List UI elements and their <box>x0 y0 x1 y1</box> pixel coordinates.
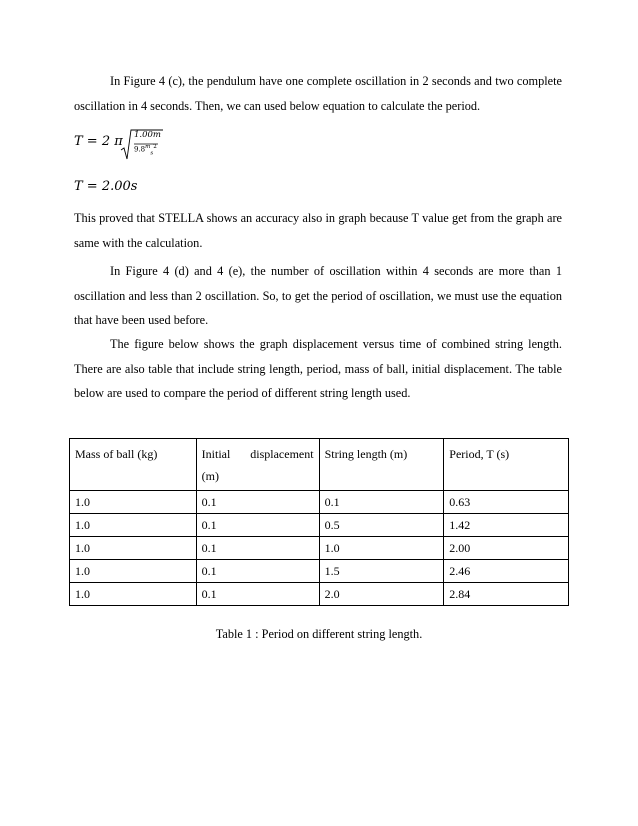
table-cell: 2.00 <box>444 537 569 560</box>
period-table <box>69 438 569 606</box>
square-root <box>120 128 164 162</box>
table-caption: Table 1 : Period on different string length. <box>215 627 423 641</box>
period-result: T = 2.00s <box>74 179 138 194</box>
table-header-row <box>70 439 569 491</box>
table-cell: 1.0 <box>70 560 197 583</box>
table-cell: 0.5 <box>319 514 444 537</box>
table-row <box>70 514 569 537</box>
table-cell: 1.0 <box>319 537 444 560</box>
header-initial-word: Initial <box>201 447 231 461</box>
table-cell: 1.0 <box>70 583 197 606</box>
paragraph-stella-accuracy: This proved that STELLA shows an accuracy also in graph because T value get from the graph are same with the calculation. <box>74 211 562 250</box>
period-equation <box>74 134 123 149</box>
table-cell: 2.46 <box>444 560 569 583</box>
table-cell: 1.42 <box>444 514 569 537</box>
header-mass: Mass of ball (kg) <box>70 439 197 491</box>
unit-exponent: 2 <box>153 144 157 150</box>
table-row <box>70 560 569 583</box>
header-period: Period, T (s) <box>444 439 569 491</box>
table-row <box>70 537 569 560</box>
fraction-numerator: 1.00m <box>134 130 161 140</box>
table-cell: 1.5 <box>319 560 444 583</box>
header-string-length: String length (m) <box>319 439 444 491</box>
table-cell: 0.1 <box>196 560 319 583</box>
fraction-denominator <box>134 144 157 156</box>
equation-lhs: T = 2 π <box>74 134 123 149</box>
table-cell: 0.1 <box>196 583 319 606</box>
table-cell: 0.63 <box>444 491 569 514</box>
denominator-value: 9.8 <box>134 145 146 154</box>
header-displacement-word: displacement <box>250 447 314 461</box>
table-cell: 2.0 <box>319 583 444 606</box>
table-cell: 1.0 <box>70 514 197 537</box>
header-initial-unit: (m) <box>201 469 219 483</box>
paragraph-figure4c: In Figure 4 (c), the pendulum have one complete oscillation in 2 seconds and two complete oscillation in 4 seconds. Then, we can used below equation to calculate the period. <box>74 74 562 113</box>
header-initial-displacement <box>196 439 319 491</box>
table-cell: 0.1 <box>196 514 319 537</box>
table-cell: 0.1 <box>196 537 319 560</box>
paragraph-figure4de: In Figure 4 (d) and 4 (e), the number of oscillation within 4 seconds are more than 1 oscillation and less than 2 oscillation. So, to get the period of oscillation, we must use the equation that have been used before. <box>74 264 562 327</box>
table-row <box>70 491 569 514</box>
paragraph-table-intro: The figure below shows the graph displacement versus time of combined string length. There are also table that include string length, period, mass of ball, initial displacement. The table below are used to compare the period of different string length used. <box>74 337 562 400</box>
table-cell: 1.0 <box>70 537 197 560</box>
table-cell: 0.1 <box>196 491 319 514</box>
table-row <box>70 583 569 606</box>
table-cell: 2.84 <box>444 583 569 606</box>
unit-s: s <box>150 150 154 157</box>
unit-m: m <box>145 144 151 150</box>
table-cell: 0.1 <box>319 491 444 514</box>
table-cell: 1.0 <box>70 491 197 514</box>
